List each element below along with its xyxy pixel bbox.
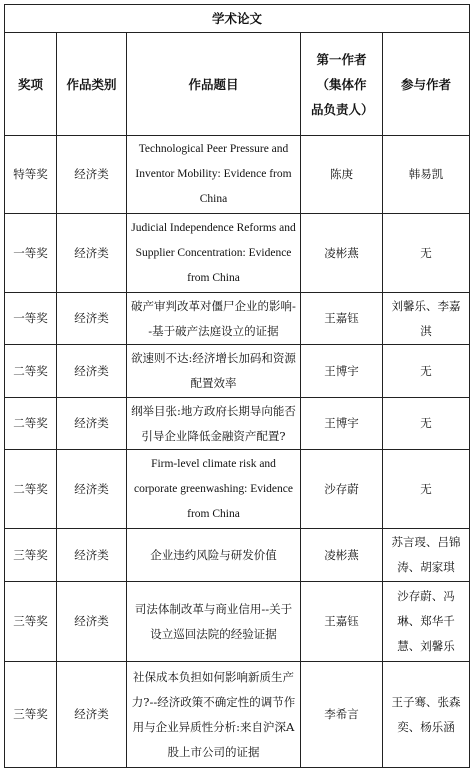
header-paper-title: 作品题目 [127, 33, 301, 136]
table-row [5, 214, 470, 293]
first-author-cell: 陈庚 [301, 136, 383, 214]
paper-title-cell: Judicial Independence Reforms and Supplier Concentration: Evidence from China [127, 214, 301, 293]
header-award: 奖项 [5, 33, 57, 136]
header-participants: 参与作者 [383, 33, 470, 136]
table-row [5, 450, 470, 529]
participants-cell: 无 [383, 214, 470, 293]
paper-title-cell: 司法体制改革与商业信用--关于设立巡回法院的经验证据 [127, 582, 301, 662]
paper-title-cell: 社保成本负担如何影响新质生产力?--经济政策不确定性的调节作用与企业异质性分析:来自沪深A股上市公司的证据 [127, 662, 301, 768]
award-cell: 三等奖 [5, 529, 57, 582]
category-cell: 经济类 [57, 529, 127, 582]
first-author-cell: 王嘉钰 [301, 582, 383, 662]
award-cell: 一等奖 [5, 214, 57, 293]
first-author-cell: 凌彬燕 [301, 529, 383, 582]
award-cell: 一等奖 [5, 293, 57, 345]
participants-cell: 韩易凯 [383, 136, 470, 214]
table-row [5, 662, 470, 768]
category-cell: 经济类 [57, 136, 127, 214]
header-first-author: 第一作者（集体作品负责人） [301, 33, 383, 136]
table-row [5, 293, 470, 345]
participants-cell: 刘馨乐、李嘉淇 [383, 293, 470, 345]
table-row [5, 398, 470, 450]
first-author-cell: 沙存蔚 [301, 450, 383, 529]
category-cell: 经济类 [57, 345, 127, 398]
award-cell: 二等奖 [5, 450, 57, 529]
participants-cell: 无 [383, 345, 470, 398]
award-cell: 三等奖 [5, 662, 57, 768]
paper-title-cell: Firm-level climate risk and corporate greenwashing: Evidence from China [127, 450, 301, 529]
award-cell: 特等奖 [5, 136, 57, 214]
paper-title-cell: 纲举目张:地方政府长期导向能否引导企业降低金融资产配置? [127, 398, 301, 450]
table-row [5, 345, 470, 398]
table-header-row [5, 33, 470, 136]
table-row [5, 136, 470, 214]
awards-table [4, 4, 470, 768]
paper-title-cell: Technological Peer Pressure and Inventor Mobility: Evidence from China [127, 136, 301, 214]
table-title-row [5, 5, 470, 33]
category-cell: 经济类 [57, 293, 127, 345]
award-cell: 二等奖 [5, 398, 57, 450]
participants-cell: 沙存蔚、冯琳、郑华千慧、刘馨乐 [383, 582, 470, 662]
category-cell: 经济类 [57, 662, 127, 768]
first-author-cell: 王博宇 [301, 345, 383, 398]
first-author-cell: 王博宇 [301, 398, 383, 450]
table-row [5, 582, 470, 662]
first-author-cell: 李希言 [301, 662, 383, 768]
paper-title-cell: 企业违约风险与研发价值 [127, 529, 301, 582]
participants-cell: 无 [383, 450, 470, 529]
table-title: 学术论文 [5, 5, 470, 33]
category-cell: 经济类 [57, 398, 127, 450]
first-author-cell: 凌彬燕 [301, 214, 383, 293]
category-cell: 经济类 [57, 582, 127, 662]
table-row [5, 529, 470, 582]
award-cell: 三等奖 [5, 582, 57, 662]
paper-title-cell: 欲速则不达:经济增长加码和资源配置效率 [127, 345, 301, 398]
participants-cell: 苏言琝、吕锦涛、胡家琪 [383, 529, 470, 582]
award-cell: 二等奖 [5, 345, 57, 398]
first-author-cell: 王嘉钰 [301, 293, 383, 345]
category-cell: 经济类 [57, 450, 127, 529]
participants-cell: 王子骞、张森奕、杨乐涵 [383, 662, 470, 768]
category-cell: 经济类 [57, 214, 127, 293]
participants-cell: 无 [383, 398, 470, 450]
paper-title-cell: 破产审判改革对僵尸企业的影响--基于破产法庭设立的证据 [127, 293, 301, 345]
header-category: 作品类别 [57, 33, 127, 136]
